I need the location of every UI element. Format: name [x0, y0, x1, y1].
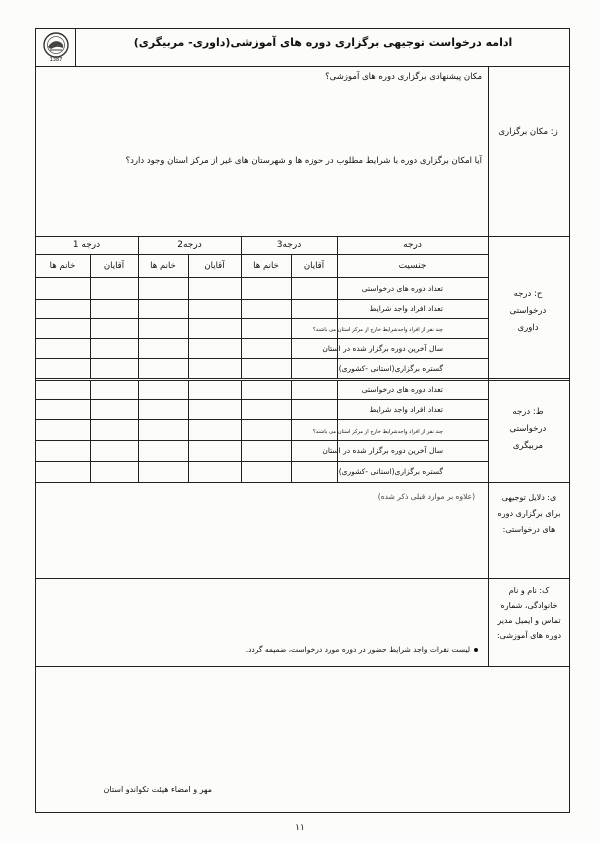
row-line: [35, 461, 488, 462]
gender-women-g3: خانم ها: [253, 261, 279, 271]
section-t-bottom: [35, 482, 570, 483]
gender-men-g1: آقایان: [103, 261, 125, 271]
row-line: [35, 419, 488, 420]
h-row-scope: گستره برگزاری(استانی -کشوری): [338, 364, 443, 373]
form-frame: [35, 28, 570, 813]
row-line: [35, 440, 488, 441]
logo-divider: [75, 28, 76, 66]
row-line: [35, 299, 488, 300]
page-number: ۱۱: [295, 823, 305, 833]
label-column-divider: [488, 66, 489, 666]
signature-label: مهر و امضاء هیئت تکواندو استان: [103, 785, 212, 794]
h-row-last-course-year: سال آخرین دوره برگزار شده در استان: [322, 344, 443, 353]
col-line: [241, 236, 242, 378]
row-line: [35, 358, 488, 359]
t-row-scope: گستره برگزاری(استانی -کشوری): [338, 467, 443, 476]
row-line: [35, 277, 488, 278]
col-line: [138, 236, 139, 378]
h-row-outside-center: چند نفر از افراد واجدشرایط خارج از مرکز استان می باشند؟: [312, 327, 443, 333]
t-row-outside-center: چند نفر از افراد واجدشرایط خارج از مرکز استان می باشند؟: [312, 429, 443, 435]
grade-1-header: درجه 1: [72, 240, 101, 250]
row-line: [35, 338, 488, 339]
section-y-label: ی: دلایل توجیهی برای برگزاری دوره های درخواستی:: [497, 493, 561, 534]
eligible-list-note: لیست نفرات واجد شرایط حضور در دوره مورد درخواست، ضمیمه گردد.: [245, 645, 470, 654]
gender-header: جنسیت: [398, 261, 427, 271]
col-line: [90, 254, 91, 378]
page-title: ادامه درخواست توجیهی برگزاری دوره های آموزشی(داوری- مربیگری): [133, 36, 513, 49]
grade-header: درجه: [403, 240, 422, 250]
gender-men-g3: آقایان: [303, 261, 325, 271]
t-row-course-count: تعداد دوره های درخواستی: [361, 385, 443, 394]
t-row-last-course-year: سال آخرین دوره برگزار شده در استان: [322, 446, 443, 455]
section-y-bottom: [35, 578, 570, 579]
other-cities-question: آیا امکان برگزاری دوره با شرایط مطلوب در حوزه ها و شهرستان های غیر از مرکز استان وجود دارد؟: [125, 156, 482, 166]
col-line: [90, 380, 91, 482]
col-line: [138, 380, 139, 482]
t-row-eligible-count: تعداد افراد واجد شرایط: [369, 405, 443, 414]
col-line: [188, 254, 189, 378]
logo-text: 1387: [49, 57, 63, 63]
gender-women-g2: خانم ها: [150, 261, 176, 271]
federation-logo: [39, 30, 73, 64]
col-line: [241, 380, 242, 482]
bullet-icon: [474, 648, 478, 652]
gender-women-g1: خانم ها: [49, 261, 76, 271]
grade-3-header: درجه3: [276, 240, 302, 250]
row-line: [35, 399, 488, 400]
section-z-label: ز: مکان برگزاری: [498, 127, 558, 137]
place-question: مکان پیشنهادی برگزاری دوره های آموزشی؟: [325, 72, 482, 82]
row-line: [35, 318, 488, 319]
section-h-bottom: [35, 378, 570, 379]
h-row-eligible-count: تعداد افراد واجد شرایط: [369, 304, 443, 313]
section-h-bottom-double: [35, 380, 570, 381]
col-line: [291, 380, 292, 482]
col-line: [291, 254, 292, 378]
col-line: [188, 380, 189, 482]
reasons-note: (علاوه بر موارد قبلی ذکر شده): [377, 492, 475, 501]
gender-men-g2: آقایان: [204, 261, 225, 271]
section-k-bottom: [35, 666, 570, 667]
header-bottom-line: [35, 66, 570, 67]
section-k-label: ک: نام و نام خانوادگی، شماره تماس و ایمیل مدیر دوره های آموزشی:: [496, 586, 562, 640]
section-z-bottom: [35, 236, 570, 237]
col-line: [337, 236, 338, 378]
grade-2-header: درجه2: [177, 240, 202, 250]
section-h-label: ح: درجه درخواستی داوری: [509, 289, 547, 333]
h-row-course-count: تعداد دوره های درخواستی: [361, 284, 443, 293]
section-t-label: ط: درجه درخواستی مربیگری: [509, 407, 547, 451]
row-line: [35, 254, 488, 255]
